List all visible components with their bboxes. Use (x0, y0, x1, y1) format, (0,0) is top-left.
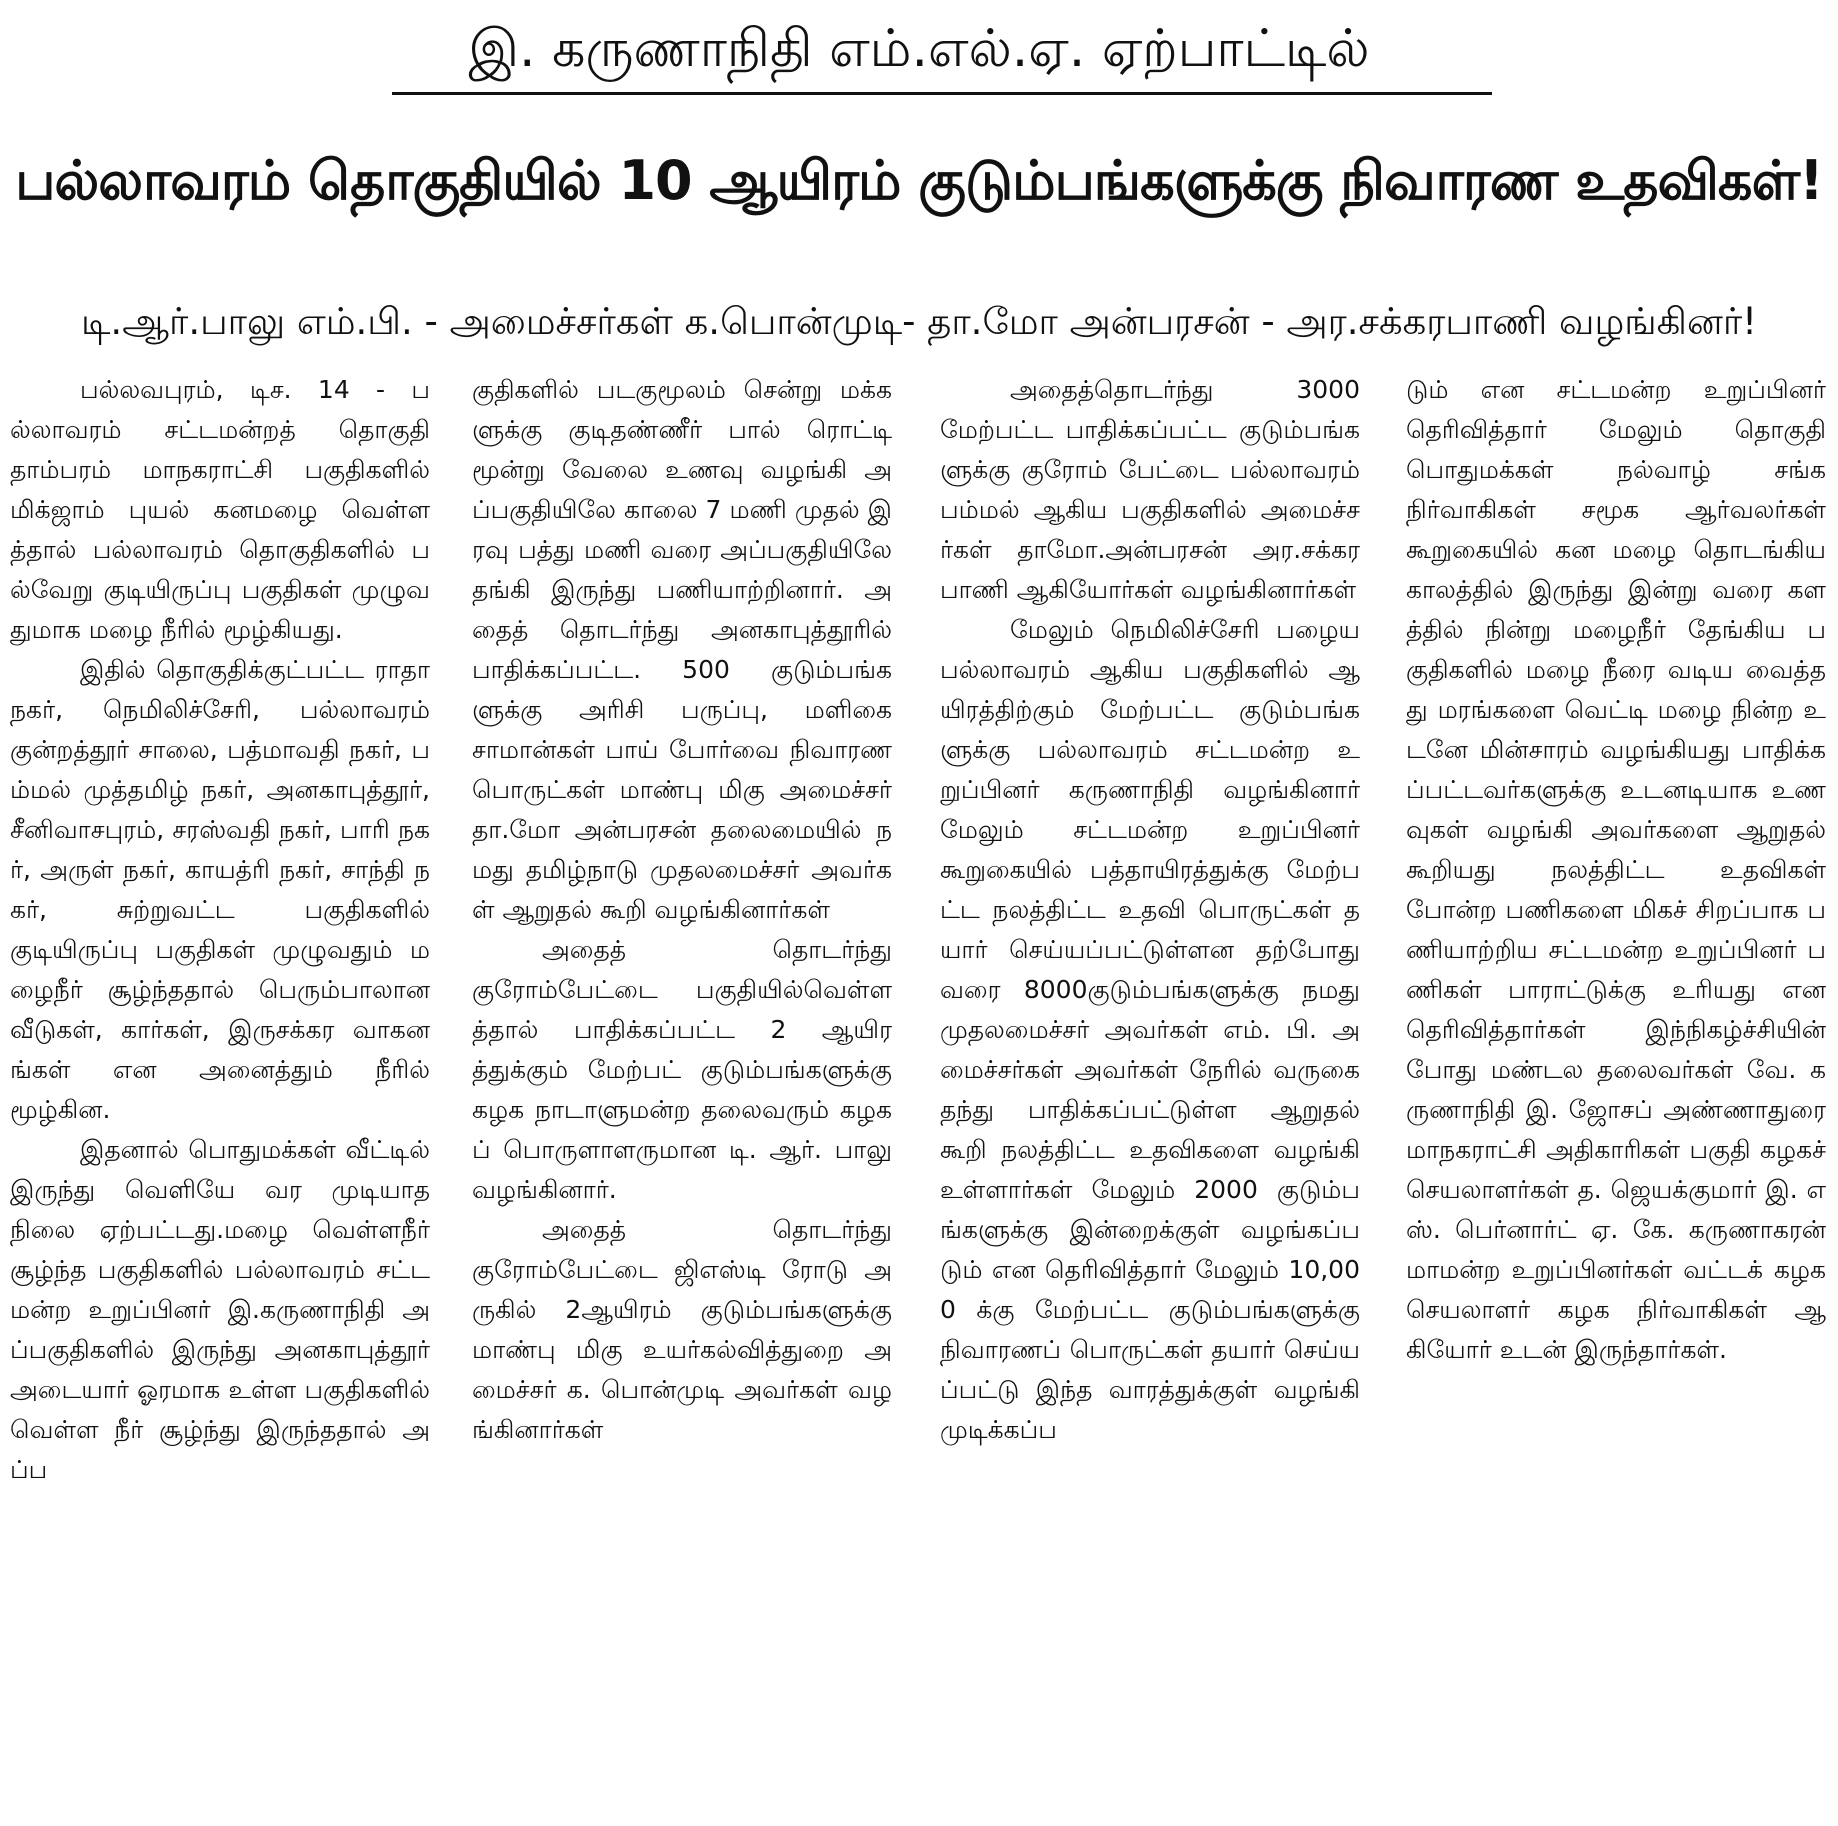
kicker-heading: இ. கருணாநிதி எம்.எல்.ஏ. ஏற்பாட்டில் (468, 19, 1370, 79)
article-column-3 (940, 370, 1360, 1810)
main-headline: பல்லாவரம் தொகுதியில் 10 ஆயிரம் குடும்பங்களுக்கு நிவாரண உதவிகள்! (15, 149, 1823, 212)
article-column-2 (472, 370, 892, 1810)
article-paragraph: குதிகளில் படகுமூலம் சென்று மக்களுக்கு குடிதண்ணீர் பால் ரொட்டி மூன்று வேலை உணவு வழங்கி அப்பகுதியிலே காலை 7 மணி முதல் இரவு பத்து மணி வரை அப்பகுதியிலே தங்கி இருந்து பணியாற்றினார். அதைத் தொடர்ந்து அனகாபுத்தூரில் பாதிக்கப்பட்ட. 500 குடும்பங்களுக்கு அரிசி பருப்பு, மளிகை சாமான்கள் பாய் போர்வை நிவாரண பொருட்கள் மாண்பு மிகு அமைச்சர் தா.மோ அன்பரசன் தலைமையில் நமது தமிழ்நாடு முதலமைச்சர் அவர்கள் ஆறுதல் கூறி வழங்கினார்கள் (472, 375, 892, 924)
article-paragraph: பல்லவபுரம், டிச. 14 - பல்லாவரம் சட்டமன்றத் தொகுதி தாம்பரம் மாநகராட்சி பகுதிகளில் மிக்ஜாம் புயல் கனமழை வெள்ளத்தால் பல்லாவரம் தொகுதிகளில் பல்வேறு குடியிருப்பு பகுதிகள் முழுவதுமாக மழை நீரில் மூழ்கியது. (10, 375, 430, 644)
article-column-1 (10, 370, 430, 1810)
article-paragraph: டும் என சட்டமன்ற உறுப்பினர் தெரிவித்தார் மேலும் தொகுதி பொதுமக்கள் நல்வாழ் சங்க நிர்வாகிகள் சமூக ஆர்வலர்கள் கூறுகையில் கன மழை தொடங்கிய காலத்தில் இருந்து இன்று வரை களத்தில் நின்று மழைநீர் தேங்கிய பகுதிகளில் மழை நீரை வடிய வைத்தது மரங்களை வெட்டி மழை நின்ற உடனே மின்சாரம் வழங்கியது பாதிக்கப்பட்டவர்களுக்கு உடனடியாக உணவுகள் வழங்கி அவர்களை ஆறுதல் கூறியது நலத்திட்ட உதவிகள் போன்ற பணிகளை மிகச் சிறப்பாக பணியாற்றிய சட்டமன்ற உறுப்பினர் பணிகள் பாராட்டுக்கு உரியது என தெரிவித்தார்கள் இந்நிகழ்ச்சியின் போது மண்டல தலைவர்கள் வே. கருணாநிதி இ. ஜோசப் அண்ணாதுரை மாநகராட்சி அதிகாரிகள் பகுதி கழகச் செயலாளர்கள் த. ஜெயக்குமார் இ. எஸ். பெர்னார்ட் ஏ. கே. கருணாகரன் மாமன்ற உறுப்பினர்கள் வட்டக் கழக செயலாளர் கழக நிர்வாகிகள் ஆகியோர் உடன் இருந்தார்கள். (1406, 375, 1826, 1364)
article-paragraph: அதைத்தொடர்ந்து 3000 மேற்பட்ட பாதிக்கப்பட்ட குடும்பங்களுக்கு குரோம் பேட்டை பல்லாவரம் பம்மல் ஆகிய பகுதிகளில் அமைச்சர்கள் தாமோ.அன்பரசன் அர.சக்கரபாணி ஆகியோர்கள் வழங்கினார்கள் (940, 375, 1360, 604)
article-paragraph: அதைத் தொடர்ந்து குரோம்பேட்டை பகுதியில்வெள்ளத்தால் பாதிக்கப்பட்ட 2 ஆயிரத்துக்கும் மேற்பட் குடும்பங்களுக்கு கழக நாடாளுமன்ற தலைவரும் கழகப் பொருளாளருமான டி. ஆர். பாலு வழங்கினார். (472, 935, 892, 1204)
subheadline: டி.ஆர்.பாலு எம்.பி. - அமைச்சர்கள் க.பொன்முடி- தா.மோ அன்பரசன் - அர.சக்கரபாணி வழங்கினர்! (80, 300, 1758, 343)
article-paragraph: இதில் தொகுதிக்குட்பட்ட ராதா நகர், நெமிலிச்சேரி, பல்லாவரம் குன்றத்தூர் சாலை, பத்மாவதி நகர், பம்மல் முத்தமிழ் நகர், அனகாபுத்தூர், சீனிவாசபுரம், சரஸ்வதி நகர், பாரி நகர், அருள் நகர், காயத்ரி நகர், சாந்தி நகர், சுற்றுவட்ட பகுதிகளில் குடியிருப்பு பகுதிகள் முழுவதும் மழைநீர் சூழ்ந்ததால் பெரும்பாலான வீடுகள், கார்கள், இருசக்கர வாகனங்கள் என அனைத்தும் நீரில் மூழ்கின. (10, 655, 430, 1124)
article-paragraph: அதைத் தொடர்ந்து குரோம்பேட்டை ஜிஎஸ்டி ரோடு அருகில் 2ஆயிரம் குடும்பங்களுக்கு மாண்பு மிகு உயர்கல்வித்துறை அமைச்சர் க. பொன்முடி அவர்கள் வழங்கினார்கள் (472, 1215, 892, 1444)
article-column-4 (1406, 370, 1826, 1810)
article-paragraph: இதனால் பொதுமக்கள் வீட்டில் இருந்து வெளியே வர முடியாத நிலை ஏற்பட்டது.மழை வெள்ளநீர் சூழ்ந்த பகுதிகளில் பல்லாவரம் சட்டமன்ற உறுப்பினர் இ.கருணாநிதி அப்பகுதிகளில் இருந்து அனகாபுத்தூர் அடையார் ஓரமாக உள்ள பகுதிகளில் வெள்ள நீர் சூழ்ந்து இருந்ததால் அப்ப (10, 1135, 430, 1484)
kicker-underline (392, 92, 1492, 95)
article-paragraph: மேலும் நெமிலிச்சேரி பழைய பல்லாவரம் ஆகிய பகுதிகளில் ஆயிரத்திற்கும் மேற்பட்ட குடும்பங்களுக்கு பல்லாவரம் சட்டமன்ற உறுப்பினர் கருணாநிதி வழங்கினார் மேலும் சட்டமன்ற உறுப்பினர் கூறுகையில் பத்தாயிரத்துக்கு மேற்பட்ட நலத்திட்ட உதவி பொருட்கள் தயார் செய்யப்பட்டுள்ளன தற்போது வரை 8000குடும்பங்களுக்கு நமது முதலமைச்சர் அவர்கள் எம். பி. அமைச்சர்கள் அவர்கள் நேரில் வருகை தந்து பாதிக்கப்பட்டுள்ள ஆறுதல் கூறி நலத்திட்ட உதவிகளை வழங்கி உள்ளார்கள் மேலும் 2000 குடும்பங்களுக்கு இன்றைக்குள் வழங்கப்படும் என தெரிவித்தார் மேலும் 10,000 க்கு மேற்பட்ட குடும்பங்களுக்கு நிவாரணப் பொருட்கள் தயார் செய்யப்பட்டு இந்த வாரத்துக்குள் வழங்கி முடிக்கப்ப (940, 615, 1360, 1444)
